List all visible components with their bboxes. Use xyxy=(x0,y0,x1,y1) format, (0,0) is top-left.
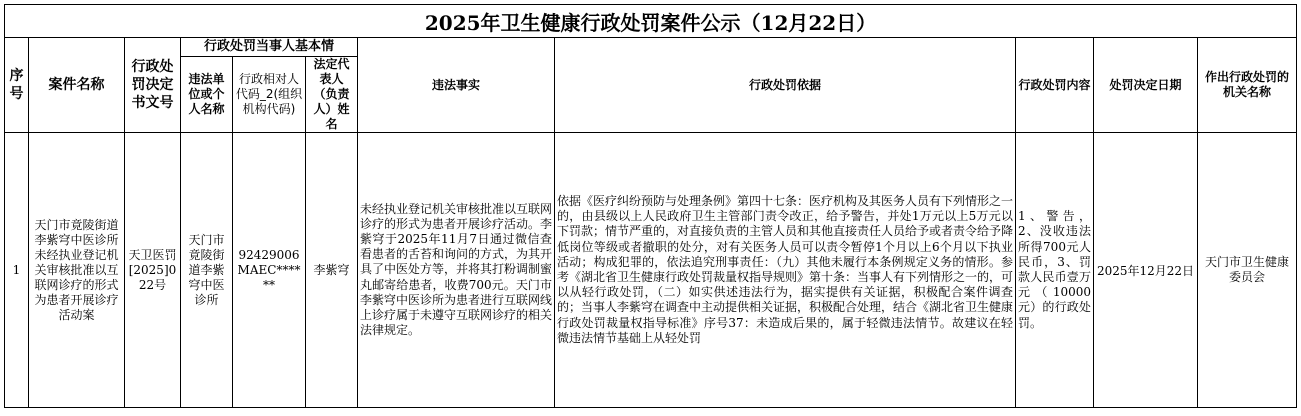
cell-content: 1、警告，2、没收违法所得700元人民币，3、罚款人民币壹万元（10000元）的行政处罚。 xyxy=(1016,133,1094,408)
header-authority: 作出行政处罚的机关名称 xyxy=(1198,38,1297,133)
cell-legal-rep: 李紫穹 xyxy=(306,133,358,408)
header-party-group: 行政处罚当事人基本情 xyxy=(181,38,358,57)
cell-case-name: 天门市竟陵街道李紫穹中医诊所未经执业登记机关审核批准以互联网诊疗的形式为患者开展诊疗活动案 xyxy=(29,133,125,408)
table-row xyxy=(5,133,1297,408)
cell-basis: 依据《医疗纠纷预防与处理条例》第四十七条：医疗机构及其医务人员有下列情形之一的，由县级以上人民政府卫生主管部门责令改正，给予警告，并处1万元以上5万元以下罚款；情节严重的，对直接负责的主管人员和其他直接责任人员给予或者责令给予降低岗位等级或者撤职的处分，对有关医务人员可以责令暂停1个月以上6个月以下执业活动；构成犯罪的，依法追究刑事责任：（九）其他未履行本条例规定义务的情形。参考《湖北省卫生健康行政处罚裁量权指导规则》第十条：当事人有下列情形之一的，可以从轻行政处罚，（二）如实供述违法行为，据实提供有关证据，积极配合案件调查的；当事人李紫穹在调查中主动提供相关证据，积极配合处理，结合《湖北省卫生健康行政处罚裁量权指导标准》序号37：未造成后果的，属于轻微违法情节。故建议在轻微违法情节基础上从轻处罚 xyxy=(555,133,1016,408)
header-credit-code: 行政相对人代码_2(组织机构代码) xyxy=(233,57,306,133)
penalty-disclosure-sheet xyxy=(4,4,1296,408)
header-facts: 违法事实 xyxy=(358,38,555,133)
header-party-name: 违法单位或个人名称 xyxy=(181,57,233,133)
header-seq: 序号 xyxy=(5,38,29,133)
cell-date: 2025年12月22日 xyxy=(1094,133,1198,408)
header-case-name: 案件名称 xyxy=(29,38,125,133)
header-decision-no: 行政处罚决定书文号 xyxy=(125,38,181,133)
cell-seq: 1 xyxy=(5,133,29,408)
header-basis: 行政处罚依据 xyxy=(555,38,1016,133)
cell-authority: 天门市卫生健康委员会 xyxy=(1198,133,1297,408)
cell-facts: 未经执业登记机关审核批准以互联网诊疗的形式为患者开展诊疗活动。李紫穹于2025年11月7日通过微信查看患者的舌苔和询问的方式，为其开具了中医处方等，并将其打粉调制蜜丸邮寄给患者，收费700元。天门市李紫穹中医诊所为患者进行互联网线上诊疗属于未遵守互联网诊疗的相关法律规定。 xyxy=(358,133,555,408)
header-legal-rep: 法定代表人（负责人）姓名 xyxy=(306,57,358,133)
cell-party-name: 天门市竟陵街道李紫穹中医诊所 xyxy=(181,133,233,408)
header-content: 行政处罚内容 xyxy=(1016,38,1094,133)
cell-decision-no: 天卫医罚[2025]022号 xyxy=(125,133,181,408)
cell-credit-code: 92429006MAEC****** xyxy=(233,133,306,408)
page-title: 2025年卫生健康行政处罚案件公示（12月22日） xyxy=(5,5,1297,38)
penalty-table xyxy=(4,4,1297,408)
header-date: 处罚决定日期 xyxy=(1094,38,1198,133)
